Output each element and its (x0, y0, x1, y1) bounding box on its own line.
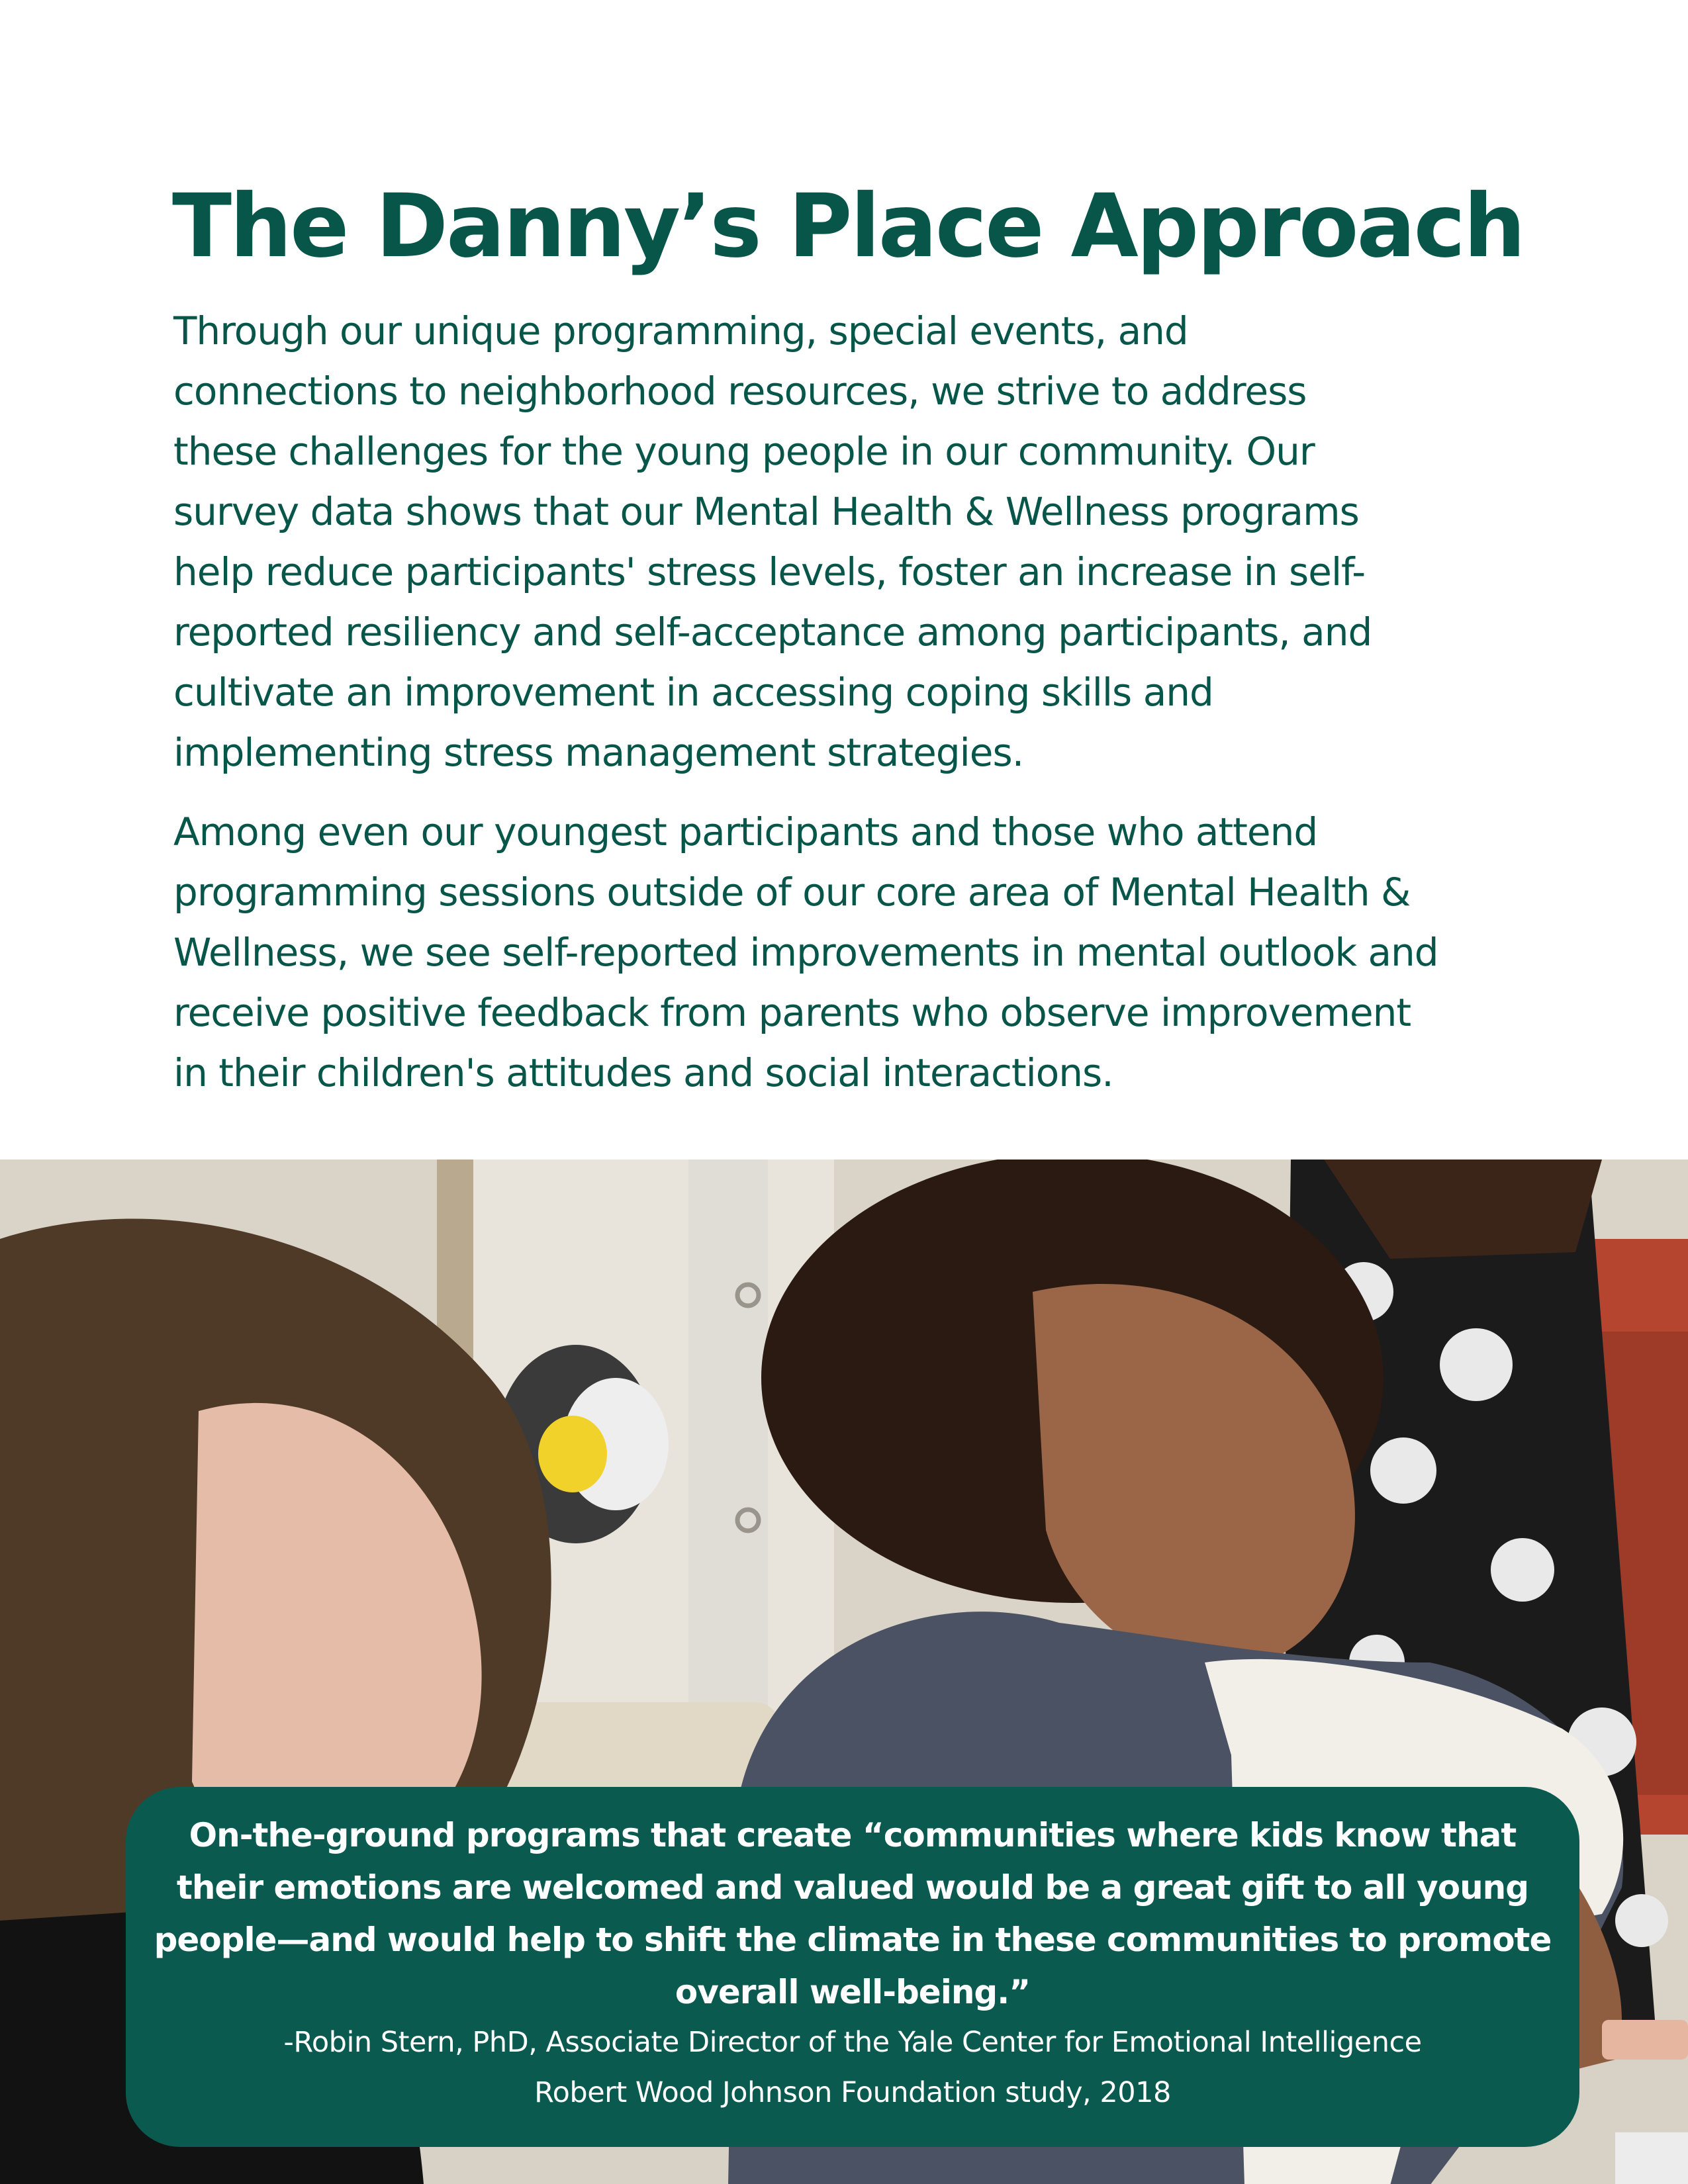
paragraph-line: help reduce participants' stress levels, foster an increase in self- (173, 549, 1366, 594)
body-paragraph-1 (173, 301, 1524, 783)
paragraph-line: these challenges for the young people in our community. Our (173, 429, 1315, 474)
paragraph-line: Wellness, we see self-reported improvements in mental outlook and (173, 930, 1438, 975)
paragraph-line: Through our unique programming, special events, and (173, 308, 1188, 353)
paragraph-line: cultivate an improvement in accessing coping skills and (173, 670, 1213, 715)
body-paragraph-2 (173, 802, 1524, 1103)
quote-callout (126, 1787, 1579, 2147)
attribution-line: Robert Wood Johnson Foundation study, 2018 (534, 2076, 1171, 2109)
paragraph-line: implementing stress management strategies. (173, 730, 1024, 775)
page-title: The Danny’s Place Approach (172, 175, 1524, 277)
attribution-line: -Robin Stern, PhD, Associate Director of the Yale Center for Emotional Intelligence (283, 2026, 1422, 2059)
quote-line: On-the-ground programs that create “communities where kids know that (189, 1816, 1517, 1854)
paragraph-line: survey data shows that our Mental Health & Wellness programs (173, 489, 1359, 534)
quote-text (126, 1809, 1579, 2019)
paragraph-line: reported resiliency and self-acceptance among participants, and (173, 610, 1372, 655)
paragraph-line: connections to neighborhood resources, we strive to address (173, 369, 1307, 414)
paragraph-line: Among even our youngest participants and those who attend (173, 809, 1318, 854)
paragraph-line: in their children's attitudes and social interactions. (173, 1050, 1113, 1095)
paragraph-line: programming sessions outside of our core area of Mental Health & (173, 870, 1411, 915)
quote-attribution (126, 2017, 1579, 2118)
quote-line: overall well-being.” (675, 1973, 1031, 2011)
quote-line: people—and would help to shift the climate in these communities to promote (154, 1921, 1552, 1959)
paragraph-line: receive positive feedback from parents who observe improvement (173, 990, 1411, 1035)
quote-line: their emotions are welcomed and valued would be a great gift to all young (176, 1868, 1529, 1907)
